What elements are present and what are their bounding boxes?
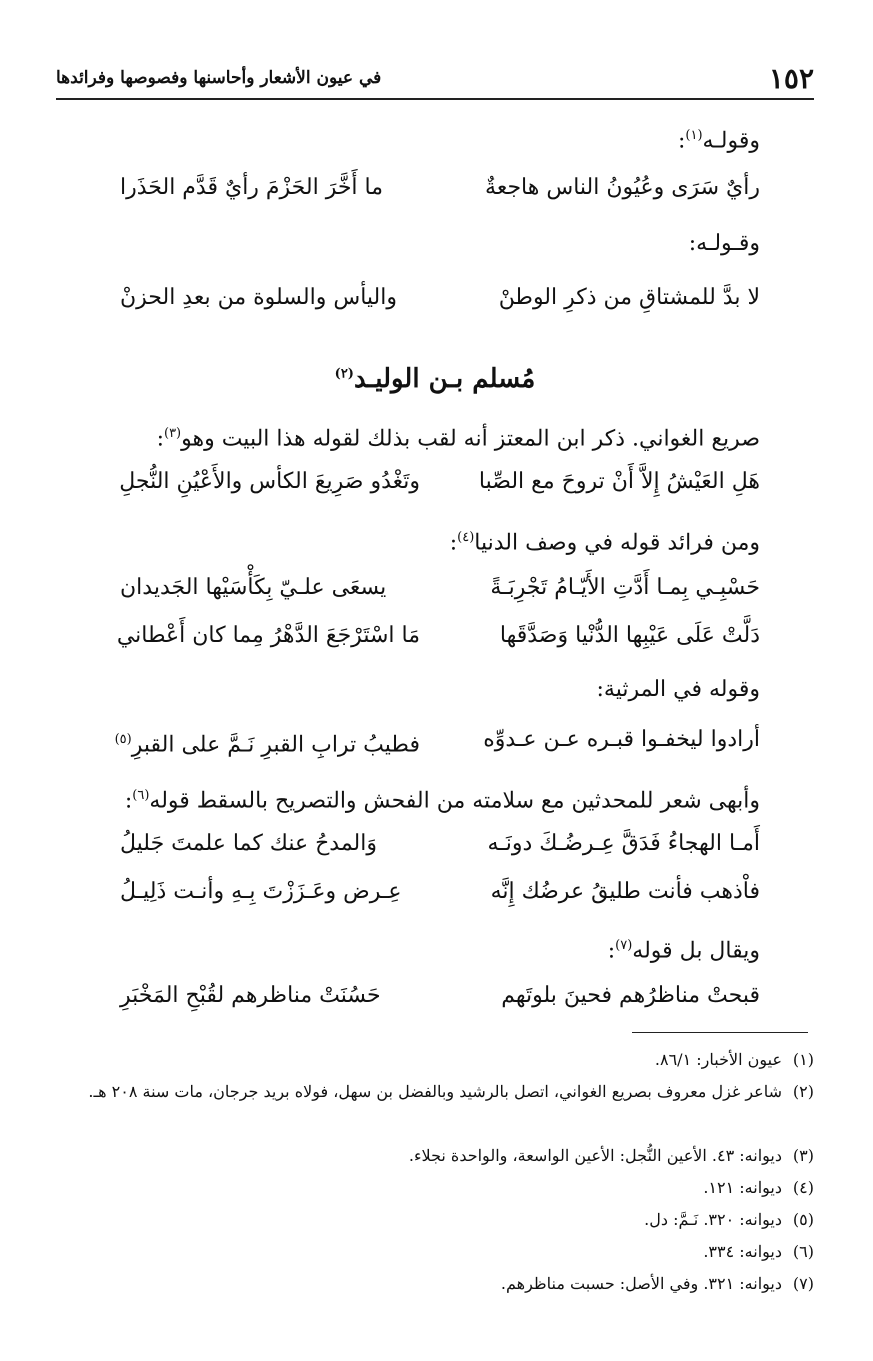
footnote (56, 1174, 814, 1202)
page-header (56, 58, 814, 100)
verse (120, 826, 760, 862)
verse-hemistich-1: فاْذهب فأنت طليقُ عرضُك إِنَّه (490, 879, 760, 904)
verse-hemistich-2: يسعَى علـيّ بِكَأْسَيْها الجَديدان (120, 575, 387, 600)
footnote-number: (٥) (792, 1210, 814, 1229)
verse-hemistich-2: عِـرض وعَـزَزْتَ بِـهِ وأنـت ذَلِيـلُ (120, 879, 402, 904)
intro-line-1: وقولـه$^{(١)}$: (677, 128, 760, 154)
footnote-text: عيون الأخبار: ٨٦/١. (654, 1050, 782, 1069)
paragraph: ويقال بل قوله$^{(٧)}$: (607, 938, 760, 964)
footnote (56, 1142, 814, 1170)
verse-hemistich-1: رأيٌ سَرَى وعُيُونُ الناس هاجعةٌ (485, 175, 760, 200)
footnote-number: (٦) (792, 1242, 814, 1261)
footnote-text: ديوانه: ٤٣. الأعين النُّجل: الأعين الواسعة، والواحدة نجلاء. (408, 1146, 782, 1165)
verse-hemistich-2: وَالمدحُ عنك كما علمتَ جَليلُ (120, 831, 377, 856)
footnote-ref: (٣) (163, 426, 182, 441)
verse (116, 618, 760, 654)
footnote-number: (٢) (792, 1082, 814, 1101)
paragraph: صريع الغواني. ذكر ابن المعتز أنه لقب بذلك لقوله هذا البيت وهو$^{(٣)}$: (156, 426, 760, 452)
verse-hemistich-2: حَسُنَتْ مناظرهم لقُبْحِ المَخْبَرِ (120, 983, 381, 1008)
footnote-number: (٧) (792, 1274, 814, 1293)
verse-hemistich-2: فطيبُ ترابِ القبرِ نَـمَّ على القبرِ$^{(٥)}$ (114, 732, 420, 758)
footnote-text: ديوانه: ٣٢٠. نَـمَّ: دل. (644, 1210, 782, 1229)
footnote (56, 1046, 814, 1074)
verse-hemistich-2: ما أَخَّرَ الحَزْمَ رأيٌ قَدَّم الحَذَرا (120, 175, 384, 200)
footnote-ref: (٦) (132, 788, 150, 803)
verse-hemistich-2: مَا اسْتَرْجَعَ الدَّهْرُ مِما كان أَعْطاني (116, 623, 420, 648)
footnote-divider (632, 1032, 808, 1033)
verse (120, 280, 760, 316)
verse-hemistich-1: حَسْبِـي بِمـا أَدَّتِ الأَيّـامُ تَجْرِبَـةً (490, 575, 760, 600)
verse (120, 464, 760, 500)
footnote-text: شاعر غزل معروف بصريع الغواني، اتصل بالرشيد وبالفضل بن سهل، فولاه بريد جرجان، مات سنة ٢٠٨ هـ. (88, 1082, 782, 1101)
footnote-ref: (١) (685, 128, 703, 143)
verse-hemistich-1: لا بدَّ للمشتاقِ من ذكرِ الوطنْ (498, 285, 760, 310)
footnote-ref: (٤) (457, 530, 475, 545)
verse (114, 722, 760, 758)
footnote-ref: (٢) (334, 366, 354, 382)
verse-hemistich-1: قبحتْ مناظرُهم فحينَ بلوتَهم (501, 983, 760, 1008)
footnote-number: (٤) (792, 1178, 814, 1197)
verse-hemistich-1: دَلَّتْ عَلَى عَيْبِها الدُّنْيا وَصَدَّقَها (499, 623, 760, 648)
verse (120, 570, 760, 606)
section-heading: مُسلم بـن الوليـد$^{(٢)}$ (334, 364, 536, 394)
footnote (56, 1238, 814, 1266)
paragraph: وقوله في المرثية: (596, 677, 760, 702)
footnote (56, 1206, 814, 1234)
footnote-ref: (٧) (615, 938, 633, 953)
running-title: في عيون الأشعار وأحاسنها وفصوصها وفرائدها (56, 68, 382, 88)
page-number: ١٥٢ (768, 61, 814, 95)
verse-hemistich-2: وتَغْدُو صَرِيعَ الكأس والأَعْيُنِ النُّجلِ (119, 469, 420, 494)
footnote-ref: (٥) (114, 732, 132, 747)
footnote-text: ديوانه: ٣٣٤. (703, 1242, 782, 1261)
verse-hemistich-1: هَلِ العَيْشُ إِلاَّ أَنْ تروحَ مع الصِّبا (478, 469, 760, 494)
verse-hemistich-1: أرادوا ليخفـوا قبـره عـن عـدوِّه (483, 727, 760, 752)
paragraph: ومن فرائد قوله في وصف الدنيا$^{(٤)}$: (449, 530, 760, 556)
verse-hemistich-2: واليأس والسلوة من بعدِ الحزنْ (120, 285, 397, 310)
footnote-number: (١) (792, 1050, 814, 1069)
intro-line-2: وقـولـه: (688, 231, 760, 256)
verse (120, 170, 760, 206)
footnote-text: ديوانه: ١٢١. (703, 1178, 782, 1197)
footnote (56, 1270, 814, 1298)
paragraph: وأبهى شعر للمحدثين مع سلامته من الفحش والتصريح بالسقط قوله$^{(٦)}$: (124, 788, 760, 814)
footnote (56, 1078, 814, 1106)
footnote-number: (٣) (792, 1146, 814, 1165)
verse (120, 874, 760, 910)
verse-hemistich-1: أَمـا الهجاءُ فَدَقَّ عِـرضُـكَ دونَـه (487, 831, 760, 856)
footnote-text: ديوانه: ٣٢١. وفي الأصل: حسبت مناظرهم. (500, 1274, 782, 1293)
verse (120, 978, 760, 1014)
